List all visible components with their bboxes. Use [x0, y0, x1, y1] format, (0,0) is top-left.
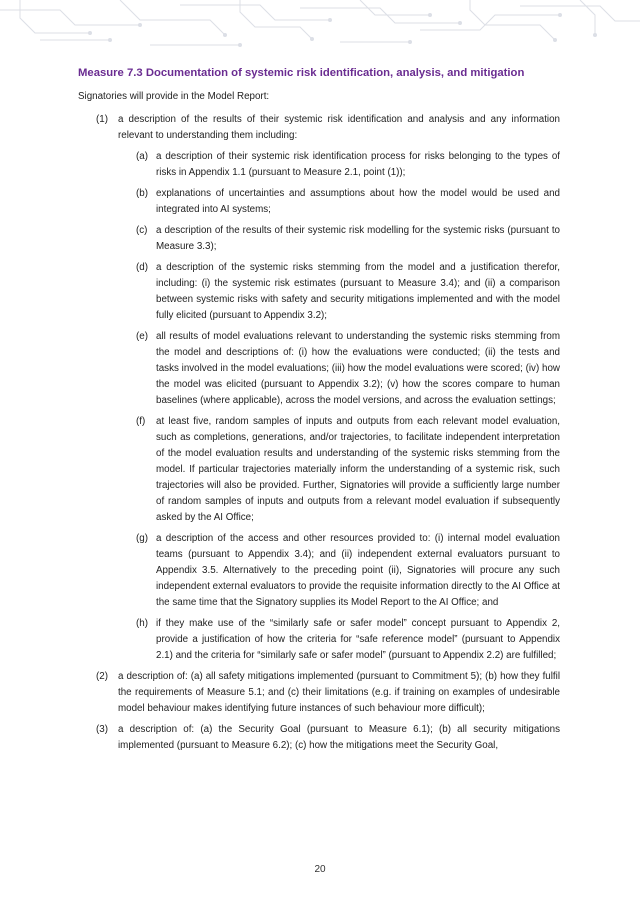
sub-item-d	[78, 260, 560, 324]
sub-item-text: a description of their systemic risk identification process for risks belonging to the types of risks in Appendix 1.1 (pursuant to Measure 2.1, point (1));	[156, 151, 560, 178]
list-item-text: a description of: (a) the Security Goal (pursuant to Measure 6.1); (b) all security mitigations implemented (pursuant to Measure 6.2); (c) how the mitigations meet the Security Goal,	[118, 724, 560, 751]
list-item-text: a description of: (a) all safety mitigations implemented (pursuant to Commitment 5); (b) how they fulfil the requirements of Measure 5.1; and (c) their limitations (e.g. if training on examples of undesirable model behaviour makes identifying future instances of such behaviour more difficult);	[118, 671, 560, 714]
list-marker: (1)	[96, 114, 108, 125]
sub-item-b	[78, 186, 560, 218]
sub-marker: (b)	[136, 188, 148, 199]
sub-item-a	[78, 149, 560, 181]
document-body	[78, 66, 560, 759]
measure-heading: Measure 7.3 Documentation of systemic risk identification, analysis, and mitigation	[78, 67, 525, 79]
sub-item-g	[78, 531, 560, 611]
header-circuit-decoration	[0, 0, 640, 52]
sub-marker: (g)	[136, 533, 148, 544]
sub-item-h	[78, 616, 560, 664]
sub-marker: (f)	[136, 416, 146, 427]
list-marker: (3)	[96, 724, 108, 735]
sub-item-f	[78, 414, 560, 526]
sub-item-text: explanations of uncertainties and assumptions about how the model would be used and integrated into AI systems;	[156, 188, 560, 215]
sub-item-text: all results of model evaluations relevant to understanding the systemic risks stemming from the model and descriptions of: (i) how the evaluations were conducted; (ii) the tests and tasks involved in the model evaluations; (iii) how the model evaluations were scored; (iv) how the model was elicited (pursuant to Appendix 3.2); (v) how the scores compare to human baselines (where applicable), across the model versions, and across the evaluation settings;	[156, 331, 560, 406]
sub-marker: (e)	[136, 331, 148, 342]
list-marker: (2)	[96, 671, 108, 682]
sub-item-text: a description of the systemic risks stemming from the model and a justification therefor, including: (i) the systemic risk estimates (pursuant to Measure 3.4); and (ii) a comparison between systemic risks with safety and security mitigations implemented and with the model fully elicited (pursuant to Appendix 3.2);	[156, 262, 560, 321]
sub-list	[78, 149, 560, 664]
sub-item-text: at least five, random samples of inputs and outputs from each relevant model evaluation, such as completions, generations, and/or trajectories, to facilitate independent interpretation of the model evaluation results and understanding of the systemic risks stemming from the model. If particular trajectories materially inform the understanding of a systemic risk, such trajectories will also be provided. Further, Signatories will provide a sufficiently large number of random samples of inputs and outputs from a relevant model evaluation if subsequently asked by the AI Office;	[156, 416, 560, 523]
list-item-text: a description of the results of their systemic risk identification and analysis and any information relevant to understanding them including:	[118, 114, 560, 141]
list-item-1	[78, 112, 560, 664]
sub-item-text: a description of the results of their systemic risk modelling for the systemic risks (pursuant to Measure 3.3);	[156, 225, 560, 252]
sub-marker: (d)	[136, 262, 148, 273]
intro-text: Signatories will provide in the Model Report:	[78, 91, 270, 102]
list-item-3	[78, 722, 560, 754]
sub-item-c	[78, 223, 560, 255]
sub-item-text: a description of the access and other resources provided to: (i) internal model evaluation teams (pursuant to Appendix 3.4); and (ii) independent external evaluators pursuant to Appendix 3.5. Alternatively to the preceding point (ii), Signatories will procure any such independent external evaluators to provide the requisite information directly to the AI Office at the same time that the Signatory supplies its Model Report to the AI Office; and	[156, 533, 560, 608]
sub-item-e	[78, 329, 560, 409]
main-list	[78, 112, 560, 754]
sub-marker: (c)	[136, 225, 148, 236]
list-item-2	[78, 669, 560, 717]
sub-item-text: if they make use of the “similarly safe or safer model” concept pursuant to Appendix 2, provide a justification of how the criteria for “safe reference model” (pursuant to Appendix 2.1) and the criteria for “similarly safe or safer model” (pursuant to Appendix 2.2) are fulfilled;	[156, 618, 560, 661]
page-number: 20	[314, 864, 326, 875]
sub-marker: (h)	[136, 618, 148, 629]
sub-marker: (a)	[136, 151, 148, 162]
